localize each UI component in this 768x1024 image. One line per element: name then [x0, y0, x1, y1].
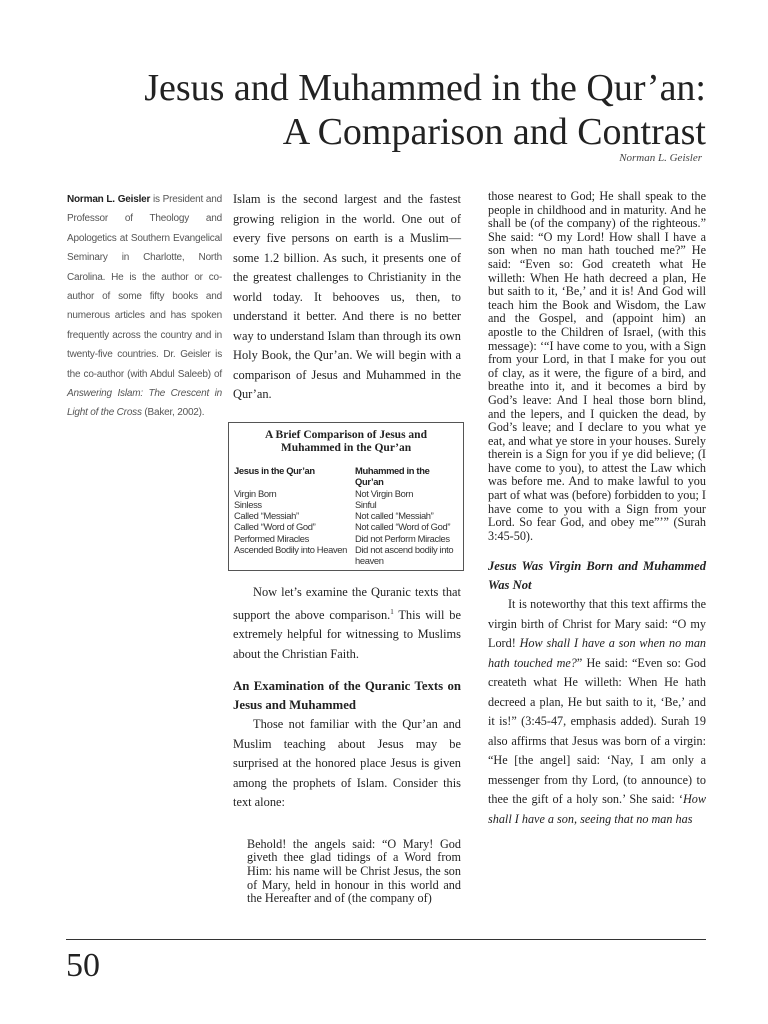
title-line-2: A Comparison and Contrast: [282, 111, 706, 153]
emphasis-text: How shall I have a son, seeing that no man has: [488, 792, 706, 826]
column-middle-top: [233, 190, 461, 405]
page-number: 50: [66, 947, 100, 984]
table-row: [234, 544, 458, 567]
table-cell: Called “Messiah”: [234, 510, 299, 522]
table-row: [234, 521, 458, 532]
bio-text: is President and Professor of Theology and Apologetics at Southern Evangelical Seminary in Charlotte, North Carolina. He is the author or co-author of some fifty books and numerous articles and has spoken frequently across the country and in twenty-five countries. Dr. Geisler is the co-author (with Abdul Saleeb) of: [67, 194, 222, 380]
paragraph-text: It is noteworthy that this text affirms the virgin birth of Christ for Mary said: “O my Lord!: [488, 597, 706, 651]
section-paragraph: [488, 595, 706, 829]
author-bio: [67, 190, 222, 423]
block-quote: Behold! the angels said: “O Mary! God giveth thee glad tidings of a Word from Him: his name will be Christ Jesus, the son of Mary, held in honour in this world and the Hereafter and of (the company of): [247, 836, 461, 906]
table-cell: Did not ascend bodily into heaven: [355, 544, 454, 567]
table-header-row: [234, 465, 458, 488]
section-paragraph: Those not familiar with the Qur’an and Muslim teaching about Jesus may be surprised at the honored place Jesus is given among the prophets of Islam. Consider this text alone:: [233, 717, 461, 810]
table-row: [234, 488, 458, 499]
table-cell: Sinful: [355, 498, 377, 510]
footer-rule: [66, 939, 706, 940]
table-cell: Virgin Born: [234, 487, 277, 499]
table-cell: Ascended Bodily into Heaven: [234, 544, 348, 556]
intro-paragraph: Islam is the second largest and the fastest growing religion in the world. One out of every five persons on earth is a Muslim—some 1.2 billion. As such, it presents one of the greatest challenges to Christianity in the world today. It behooves us, then, to understand it better. And there is no better way to understand Islam than through its own Holy Book, the Qur’an. We will begin with a comparison of Jesus and Muhammed in the Qur’an.: [233, 192, 461, 401]
column-header: Muhammed in the Qur’an: [355, 465, 430, 488]
transition-text: Now let’s examine the Quranic texts that support the above comparison.: [233, 585, 461, 622]
footnote-marker: 1: [390, 607, 394, 616]
table-cell: Called “Word of God”: [234, 521, 316, 533]
table-row: [234, 533, 458, 544]
bio-book-title: Answering Islam: The Crescent in Light of the Cross: [67, 388, 222, 419]
title-line-1: Jesus and Muhammed in the Qur’an:: [144, 67, 706, 109]
comparison-title: A Brief Comparison of Jesus and Muhammed in the Qur’an: [265, 429, 427, 454]
comparison-table: [234, 465, 458, 567]
column-right: [488, 190, 706, 829]
table-cell: Not called “Messiah”: [355, 510, 434, 522]
bio-name: Norman L. Geisler: [67, 194, 151, 205]
comparison-box: [228, 422, 464, 571]
column-middle-bottom: [233, 583, 461, 906]
emphasis-text: How shall I have a son when no man hath touched me?: [488, 636, 707, 670]
column-header: Jesus in the Qur’an: [234, 465, 315, 476]
table-row: [234, 499, 458, 510]
block-quote-continued: those nearest to God; He shall speak to the people in childhood and in maturity. And he shall be (of the company) of the righteous.” She said: “O my Lord! How shall I have a son when no man hath touched me?” He said: “Even so: God createth what He willeth: When He hath decreed a plan, He but saith to it, ‘Be,’ and it is! And God will teach him the Book and Wisdom, the Law and the Gospel, and (appoint him) an apostle to the Children of Israel, (with this message): ‘“I have come to you, with a Sign from your Lord, in that I make for you out of clay, as it were, the figure of a bird, and breathe into it, and it becomes a bird by God’s leave: And I heal those born blind, and the lepers, and I quicken the dead, by God’s leave; and I declare to you what ye eat, and what ye store in your houses. Surely therein is a Sign for you if ye did believe; (I have come to you), to attest the Law which was before me. And to make lawful to you part of what was (before) forbidden to you; I have come to you with a Sign from your Lord. So fear God, and obey me”’” (Surah 3:45-50).: [488, 189, 706, 543]
article-title: [66, 66, 706, 154]
author-byline: Norman L. Geisler: [619, 152, 702, 164]
section-heading: An Examination of the Quranic Texts on Jesus and Muhammed: [233, 679, 461, 713]
table-cell: Sinless: [234, 498, 262, 510]
bio-text-end: (Baker, 2002).: [141, 407, 205, 419]
transition-paragraph: [233, 583, 461, 664]
table-row: [234, 510, 458, 521]
transition-text-end: This will be extremely helpful for witnessing to Muslims about the Christian Faith.: [233, 607, 461, 661]
section-heading: Jesus Was Virgin Born and Muhammed Was Not: [488, 559, 706, 593]
table-cell: Not called “Word of God”: [355, 521, 451, 533]
table-cell: Not Virgin Born: [355, 487, 414, 499]
table-cell: Performed Miracles: [234, 532, 309, 544]
paragraph-text: ” He said: “Even so: God createth what He willeth: When He hath decreed a plan, He but saith to it, ‘Be,’ and it is!” (3:45-47, emphasis added). Surah 19 also affirms that Jesus was born of a virgin: “He [the angel] said: ‘Nay, I am only a messenger from thy Lord, (to announce) to thee the gift of a holy son.’ She said: ‘: [488, 655, 706, 807]
table-cell: Did not Perform Miracles: [355, 532, 450, 544]
